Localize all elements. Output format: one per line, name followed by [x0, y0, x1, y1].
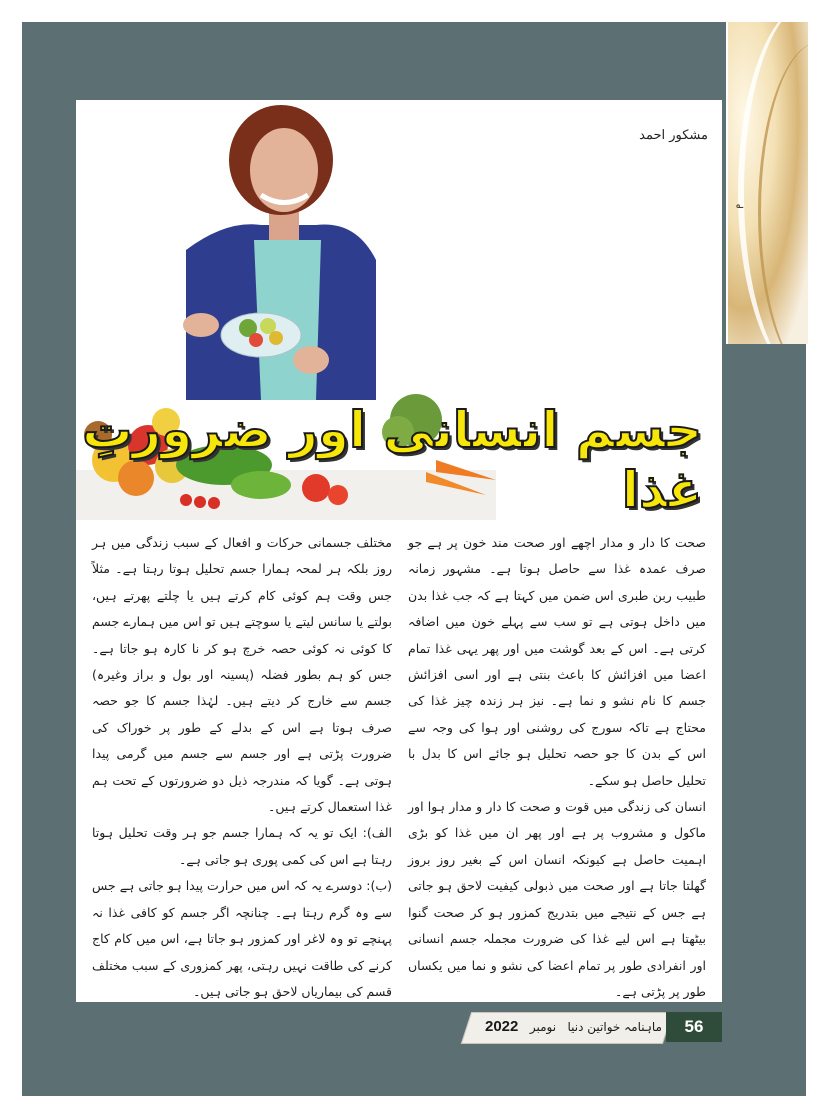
article-page: [76, 100, 722, 1002]
page-number: 56: [666, 1012, 722, 1042]
paragraph: انسان کی زندگی میں قوت و صحت کا دار و مدار ہوا اور ماکول و مشروب پر ہے اور پھر ان میں غذا کو بڑی اہمیت حاصل ہے کیونکہ انسان اس کے بغیر روز بروز گھلتا جاتا ہے اور صحت میں ذبولی کیفیت لاحق ہو جاتی ہے جس کے نتیجے میں بتدریج کمزور ہو کر صحت گنوا بیٹھتا ہے اس لیے غذا کی ضرورت مجملہ جسم انسانی اور انفرادی طور پر تمام اعضا کی نشو و نما میں یکساں طور پر پڑتی ہے۔: [408, 799, 706, 999]
article-column-right: [408, 530, 706, 1002]
decor-mark: ؎: [736, 197, 744, 212]
footer-magazine: ماہنامہ خواتین دنیا: [567, 1020, 662, 1034]
footer-year: 2022: [485, 1018, 519, 1035]
paragraph: الف): ایک تو یہ کہ ہمارا جسم جو ہر وقت تحلیل ہوتا رہتا ہے اس کی کمی پوری ہو جاتی ہے۔: [92, 825, 392, 867]
decorative-gold-strip: [726, 22, 808, 344]
author-name: مشکور احمد: [639, 128, 708, 143]
article-title: جسم انسانی اور ضرورتِ غذا: [82, 401, 702, 519]
footer-month: نومبر: [529, 1020, 557, 1034]
article-column-left: [92, 530, 392, 1002]
paragraph: مختلف جسمانی حرکات و افعال کے سبب زندگی میں ہر روز بلکہ ہر لمحہ ہمارا جسم تحلیل ہوتا رہتا ہے۔ مثلاً جس وقت ہم کوئی کام کرتے ہیں یا چلتے پھرتے ہیں، بولتے یا سانس لیتے یا سوچتے ہیں تو اس میں ہمارے جسم کا کوئی نہ کوئی حصہ خرچ ہو کر نا کارہ ہو جاتا ہے۔ جس کو ہم بطور فضلہ (پسینہ اور بول و براز وغیرہ) جسم سے خارج کر دیتے ہیں۔ لہٰذا جسم کا جو حصہ صرف ہوتا ہے اس کے بدلے کے طور پر خوراک کی ضرورت پڑتی ہے اور جسم سے جسم میں گرمی پیدا ہوتی ہے۔ گویا کہ مندرجہ ذیل دو ضرورتوں کے تحت ہم غذا استعمال کرتے ہیں۔: [92, 535, 392, 815]
paragraph: صحت کا دار و مدار اچھے اور صحت مند خون پر ہے جو صرف عمدہ غذا سے حاصل ہوتا ہے۔ مشہور زمانہ طبیب ربن طبری اس ضمن میں کہتا ہے کہ جب غذا بدن میں داخل ہوتی ہے تو سب سے پہلے خون میں اضافہ کرتی ہے۔ اس کے بعد گوشت میں اور پھر یہی غذا تمام اعضا میں افزائش کا باعث بنتی ہے اور اسی افزائش جسم کا نام نشو و نما ہے۔ نیز ہر زندہ چیز غذا کی محتاج ہے تاکہ سورج کی روشنی اور ہوا کی وجہ سے اس کے بدن کا جو حصہ تحلیل ہو جائے اس کا بدل با تحلیل حاصل ہو سکے۔: [408, 535, 706, 788]
page-footer: [466, 1012, 722, 1042]
paragraph: (ب): دوسرے یہ کہ اس میں حرارت پیدا ہو جاتی ہے جس سے وہ گرم رہتا ہے۔ چنانچہ اگر جسم کو کافی غذا نہ پہنچے تو وہ لاغر اور کمزور ہو جاتا ہے، اس میں کام کاج کرنے کی طاقت نہیں رہتی، پھر کمزوری کے سبب مختلف قسم کی بیماریاں لاحق ہو جاتی ہیں۔: [92, 878, 392, 999]
footer-text: [486, 1012, 662, 1042]
